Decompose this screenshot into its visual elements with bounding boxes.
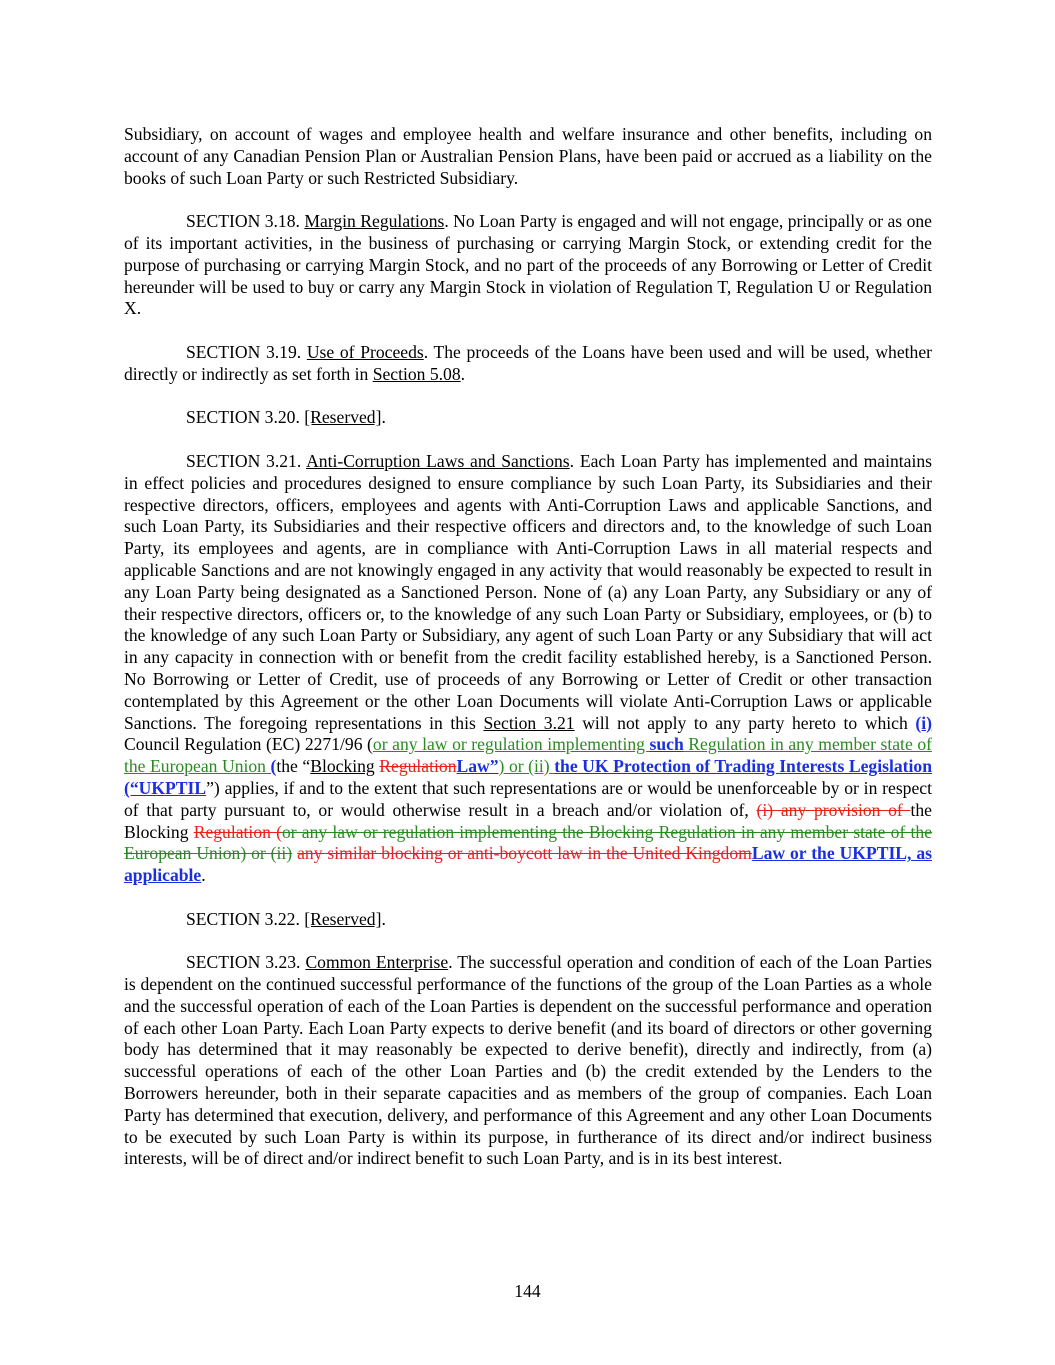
deleted-text: Regulation xyxy=(379,756,457,777)
deleted-text: (i) any provision of xyxy=(756,799,911,820)
section-number: SECTION 3.21. xyxy=(186,450,302,471)
section-title: Margin Regulations xyxy=(304,211,445,232)
page-number: 144 xyxy=(514,1281,541,1301)
section-number: SECTION 3.18. xyxy=(186,211,300,232)
document-page xyxy=(124,124,932,1192)
inserted-text: Law” xyxy=(456,756,499,777)
section-body: Council Regulation (EC) 2271/96 ( xyxy=(124,734,373,755)
moved-deleted-text: or any law or regulation implementing the Blocking xyxy=(281,821,654,842)
section-3-22 xyxy=(124,909,932,931)
section-3-23 xyxy=(124,952,932,1170)
deleted-text: any similar blocking or anti-boycott law in the United Kingdom xyxy=(297,843,752,864)
defined-term: Blocking xyxy=(310,756,375,777)
paragraph-continuation xyxy=(124,124,932,189)
section-3-18 xyxy=(124,211,932,320)
section-end: . xyxy=(460,363,466,384)
section-title: [Reserved] xyxy=(304,908,382,929)
moved-text: ) or (ii) xyxy=(498,756,555,777)
section-body: . No Loan Party is engaged and will not engage, principally or as one of its important activities, in the business of purchasing or carrying Margin Stock, or extending credit for the purpose of purchasing or carrying Margin Stock, and no part of the proceeds of any Borrowing or Letter of Credit hereunder will be used to buy or carry any Margin Stock in violation of Regulation T, Regulation U or Regulation X. xyxy=(124,211,932,319)
section-end: . xyxy=(381,908,386,929)
inserted-text: Law or the UKPTIL, as applicable xyxy=(124,843,932,886)
section-reference: Section 3.21 xyxy=(483,712,575,733)
section-body: . The successful operation and condition of each of the Loan Parties is dependent on the continued successful performance of the functions of the group of the Loan Parties as a whole and the successful operation of each of the Loan Parties is dependent on the successful performance and operation of each other Loan Party. Each Loan Party expects to derive benefit (and its board of directors or other governing body has determined that it may reasonably be expected to derive benefit), directly and indirectly, from (a) successful operations of each of the other Loan Parties and (b) the credit extended by the Lenders to the Borrowers hereunder, both in their separate capacities and as members of the group of companies. Each Loan Party has determined that execution, delivery, and performance of this Agreement and any other Loan Documents to be executed by such Loan Party is within its purpose, in furtherance of its direct and/or indirect business interests, will be of direct and/or indirect benefit to such Loan Party, and is in its best interest. xyxy=(124,952,933,1169)
inserted-text: such xyxy=(649,734,684,755)
section-body: will not apply to any party hereto to which xyxy=(574,712,916,733)
deleted-text: Regulation ( xyxy=(193,821,282,842)
section-end: . xyxy=(201,865,206,886)
paragraph-text: Subsidiary, on account of wages and employee health and welfare insurance and other benefits, including on account of any Canadian Pension Plan or Australian Pension Plans, have been paid or accrued as a liability on the books of such Loan Party or such Restricted Subsidiary. xyxy=(124,124,932,188)
section-3-21 xyxy=(124,451,932,887)
section-title: Anti-Corruption Laws and Sanctions xyxy=(306,450,570,471)
section-number: SECTION 3.22. xyxy=(186,908,300,929)
section-body: . The proceeds of the Loans have been used and will be used, whether directly or indirectly as set forth in xyxy=(124,341,933,384)
section-title: Common Enterprise xyxy=(305,952,449,973)
section-number: SECTION 3.20. xyxy=(186,407,300,428)
moved-deleted-text: Regulation in any member state of the European Union) or (ii) xyxy=(124,821,933,864)
moved-text: Regulation in any member state of the European Union xyxy=(124,734,932,777)
moved-text: or any law or regulation implementing xyxy=(372,734,650,755)
section-body: ”) applies, if and to the extent that such representations are or would be unenforceable by or in respect of that party pursuant to, or would otherwise result in a breach and/or violation of, xyxy=(124,777,932,820)
section-body: . Each Loan Party has implemented and maintains in effect policies and procedures designed to ensure compliance by such Loan Party, its Subsidiaries and their respective directors, officers, employees and agents with Anti-Corruption Laws and applicable Sanctions, and such Loan Party, its Subsidiaries and their respective officers and directors and, to the knowledge of such Loan Party, its employees and agents, are in compliance with Anti-Corruption Laws in all material respects and applicable Sanctions and are not knowingly engaged in any activity that would reasonably be expected to result in any Loan Party being designated as a Sanctioned Person. None of (a) any Loan Party, any Subsidiary or any of their respective directors, officers or, to the knowledge of any such Loan Party or Subsidiary, employees, or (b) to the knowledge of any such Loan Party or Subsidiary, any agent of such Loan Party or any Subsidiary that will act in any capacity in connection with or benefit from the credit facility established hereby, is a Sanctioned Person. No Borrowing or Letter of Credit, use of proceeds of any Borrowing or Letter of Credit or other transaction contemplated by this Agreement or the other Loan Documents will violate Anti-Corruption Laws or applicable Sanctions. The foregoing representations in this xyxy=(124,450,932,733)
inserted-text: (i) xyxy=(915,712,932,733)
section-title: Use of Proceeds xyxy=(306,341,424,362)
section-reference: Section 5.08 xyxy=(372,363,461,384)
section-title: [Reserved] xyxy=(304,407,382,428)
section-number: SECTION 3.19. xyxy=(186,341,302,362)
section-number: SECTION 3.23. xyxy=(186,952,301,973)
section-body: the “ xyxy=(276,756,311,777)
inserted-text: ( xyxy=(270,756,277,777)
inserted-text: the UK Protection of Trading Interests Legislation (“UKPTIL xyxy=(124,756,932,798)
section-3-20 xyxy=(124,407,932,429)
section-3-19 xyxy=(124,342,932,386)
section-end: . xyxy=(381,407,386,428)
section-body: the Blocking xyxy=(124,799,932,842)
